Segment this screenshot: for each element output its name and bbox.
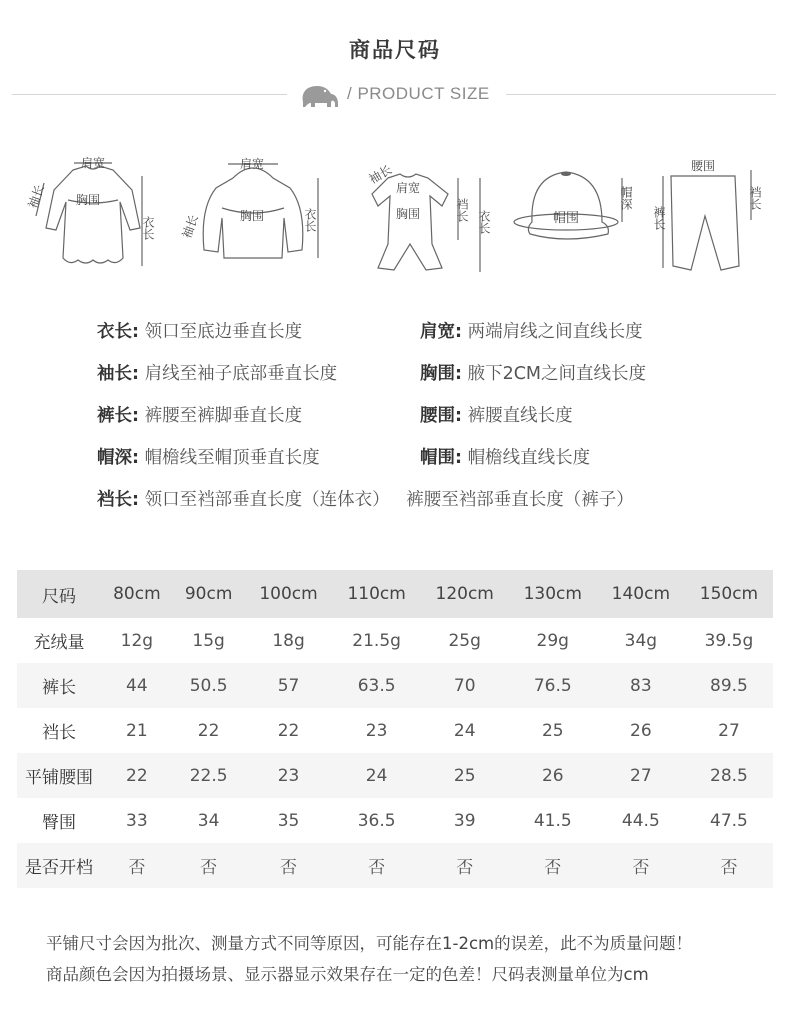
- hooded-jacket-diagram: [178, 148, 328, 278]
- jacket-diagram: [25, 148, 158, 278]
- table-cell: 22: [277, 720, 300, 741]
- table-header-cell: 尺码: [17, 570, 101, 618]
- definition-item: 裤长: 裤腰至裤脚垂直长度: [97, 406, 303, 426]
- definition-item: 肩宽: 两端肩线之间直线长度: [420, 322, 643, 342]
- footnote-line: 商品颜色会因为拍摄场景、显示器显示效果存在一定的色差！尺码表测量单位为cm: [46, 965, 649, 984]
- table-cell: 63.5: [333, 663, 421, 708]
- table-cell: 28.5: [685, 753, 773, 798]
- table-cell: 25: [541, 720, 564, 741]
- elephant-icon: [295, 80, 345, 110]
- table-cell: 否: [421, 843, 509, 888]
- table-cell: 23: [365, 720, 388, 741]
- length-label: 衣长: [477, 210, 491, 234]
- table-cell: 39: [453, 810, 476, 831]
- divider-line: [12, 94, 287, 95]
- table-cell: 33: [126, 810, 148, 831]
- shoulder-label: 肩宽: [239, 157, 265, 171]
- crotch-label: 裆长: [455, 198, 469, 222]
- table-cell: 44.5: [621, 810, 660, 831]
- table-cell: 57: [245, 663, 333, 708]
- table-cell: 89.5: [685, 663, 773, 708]
- table-cell: 12g: [120, 630, 154, 651]
- row-label: 是否开档: [17, 843, 101, 888]
- row-label: 裤长: [17, 663, 101, 708]
- table-row: [17, 753, 773, 798]
- table-header-cell: 120cm: [421, 570, 509, 618]
- definition-item: 衣长: 领口至底边垂直长度: [97, 322, 303, 342]
- shoulder-label: 肩宽: [80, 156, 106, 170]
- table-header-cell: 110cm: [333, 570, 421, 618]
- table-cell: 否: [685, 843, 773, 888]
- circumference-label: 帽围: [552, 211, 580, 226]
- footnote-line: 平铺尺寸会因为批次、测量方式不同等原因，可能存在1-2cm的误差，此不为质量问题！: [46, 934, 693, 953]
- table-cell: 35: [277, 810, 300, 831]
- measurement-diagrams: [0, 148, 790, 278]
- row-label: 平铺腰围: [17, 753, 101, 798]
- table-cell: 39.5g: [704, 630, 754, 651]
- table-header-cell: 90cm: [173, 570, 245, 618]
- table-header-cell: 130cm: [509, 570, 597, 618]
- length-label: 衣长: [303, 208, 317, 232]
- table-cell: 21: [126, 720, 148, 741]
- table-cell: 44: [101, 663, 173, 708]
- table-cell: 83: [597, 663, 685, 708]
- pants-diagram: [652, 148, 765, 278]
- table-header-cell: 100cm: [245, 570, 333, 618]
- table-cell: 41.5: [533, 810, 572, 831]
- chest-label: 胸围: [395, 207, 421, 221]
- table-cell: 否: [333, 843, 421, 888]
- table-cell: 否: [173, 843, 245, 888]
- chest-label: 胸围: [75, 193, 101, 207]
- table-header-row: [17, 570, 773, 618]
- table-cell: 27: [597, 753, 685, 798]
- table-header-cell: 150cm: [685, 570, 773, 618]
- table-cell: 否: [101, 843, 173, 888]
- table-cell: 26: [509, 753, 597, 798]
- table-cell: 27: [718, 720, 740, 741]
- table-cell: 否: [245, 843, 333, 888]
- table-header-cell: 140cm: [597, 570, 685, 618]
- table-cell: 25g: [448, 630, 481, 651]
- row-label: 充绒量: [33, 633, 85, 653]
- footnotes: [46, 928, 692, 990]
- hat-diagram: [510, 148, 640, 278]
- table-cell: 18g: [272, 630, 305, 651]
- size-table: [17, 570, 773, 888]
- table-row: [17, 618, 773, 663]
- chest-label: 胸围: [239, 209, 265, 223]
- sleeve-label: 袖长: [25, 182, 47, 211]
- table-row: [17, 843, 773, 888]
- divider-line: [506, 94, 776, 95]
- table-row: [17, 798, 773, 843]
- table-cell: 29g: [536, 630, 569, 651]
- table-cell: 34g: [624, 630, 658, 651]
- table-cell: 22: [101, 753, 173, 798]
- definition-item: 腰围: 裤腰直线长度: [420, 406, 573, 426]
- length-label: 衣长: [141, 216, 155, 240]
- table-cell: 25: [421, 753, 509, 798]
- table-cell: 70: [421, 663, 509, 708]
- table-cell: 24: [333, 753, 421, 798]
- table-cell: 26: [630, 720, 652, 741]
- definition-item: 袖长: 肩线至袖子底部垂直长度: [97, 364, 338, 384]
- table-cell: 24: [453, 720, 476, 741]
- definition-item: 胸围: 腋下2CM之间直线长度: [420, 364, 647, 384]
- table-cell: 36.5: [357, 810, 396, 831]
- table-cell: 76.5: [509, 663, 597, 708]
- crotch-label: 裆长: [748, 186, 762, 210]
- row-label: 臀围: [42, 813, 76, 833]
- depth-label: 帽深: [619, 186, 633, 210]
- table-cell: 22: [197, 720, 220, 741]
- table-cell: 否: [509, 843, 597, 888]
- table-cell: 23: [245, 753, 333, 798]
- row-label: 裆长: [42, 723, 76, 743]
- pants-length-label: 裤长: [652, 206, 666, 230]
- table-cell: 22.5: [173, 753, 245, 798]
- sleeve-label: 袖长: [366, 162, 395, 187]
- romper-diagram: [350, 148, 500, 278]
- table-cell: 47.5: [710, 810, 748, 831]
- sleeve-label: 袖长: [179, 212, 201, 241]
- section-header: [12, 80, 776, 110]
- page-subtitle: / PRODUCT SIZE: [347, 84, 490, 103]
- table-cell: 15g: [192, 630, 225, 651]
- shoulder-label: 肩宽: [395, 181, 421, 195]
- table-row: [17, 663, 773, 708]
- table-row: [17, 708, 773, 753]
- waist-label: 腰围: [690, 159, 716, 173]
- table-cell: 否: [597, 843, 685, 888]
- definition-item: 裆长: 领口至裆部垂直长度（连体衣） 裤腰至裆部垂直长度（裤子）: [97, 490, 634, 510]
- table-cell: 34: [197, 810, 220, 831]
- table-cell: 50.5: [173, 663, 245, 708]
- table-header-cell: 80cm: [101, 570, 173, 618]
- table-cell: 21.5g: [352, 630, 401, 651]
- definition-item: 帽深: 帽檐线至帽顶垂直长度: [97, 448, 320, 468]
- page-title: 商品尺码: [349, 38, 441, 62]
- definition-item: 帽围: 帽檐线直线长度: [420, 448, 591, 468]
